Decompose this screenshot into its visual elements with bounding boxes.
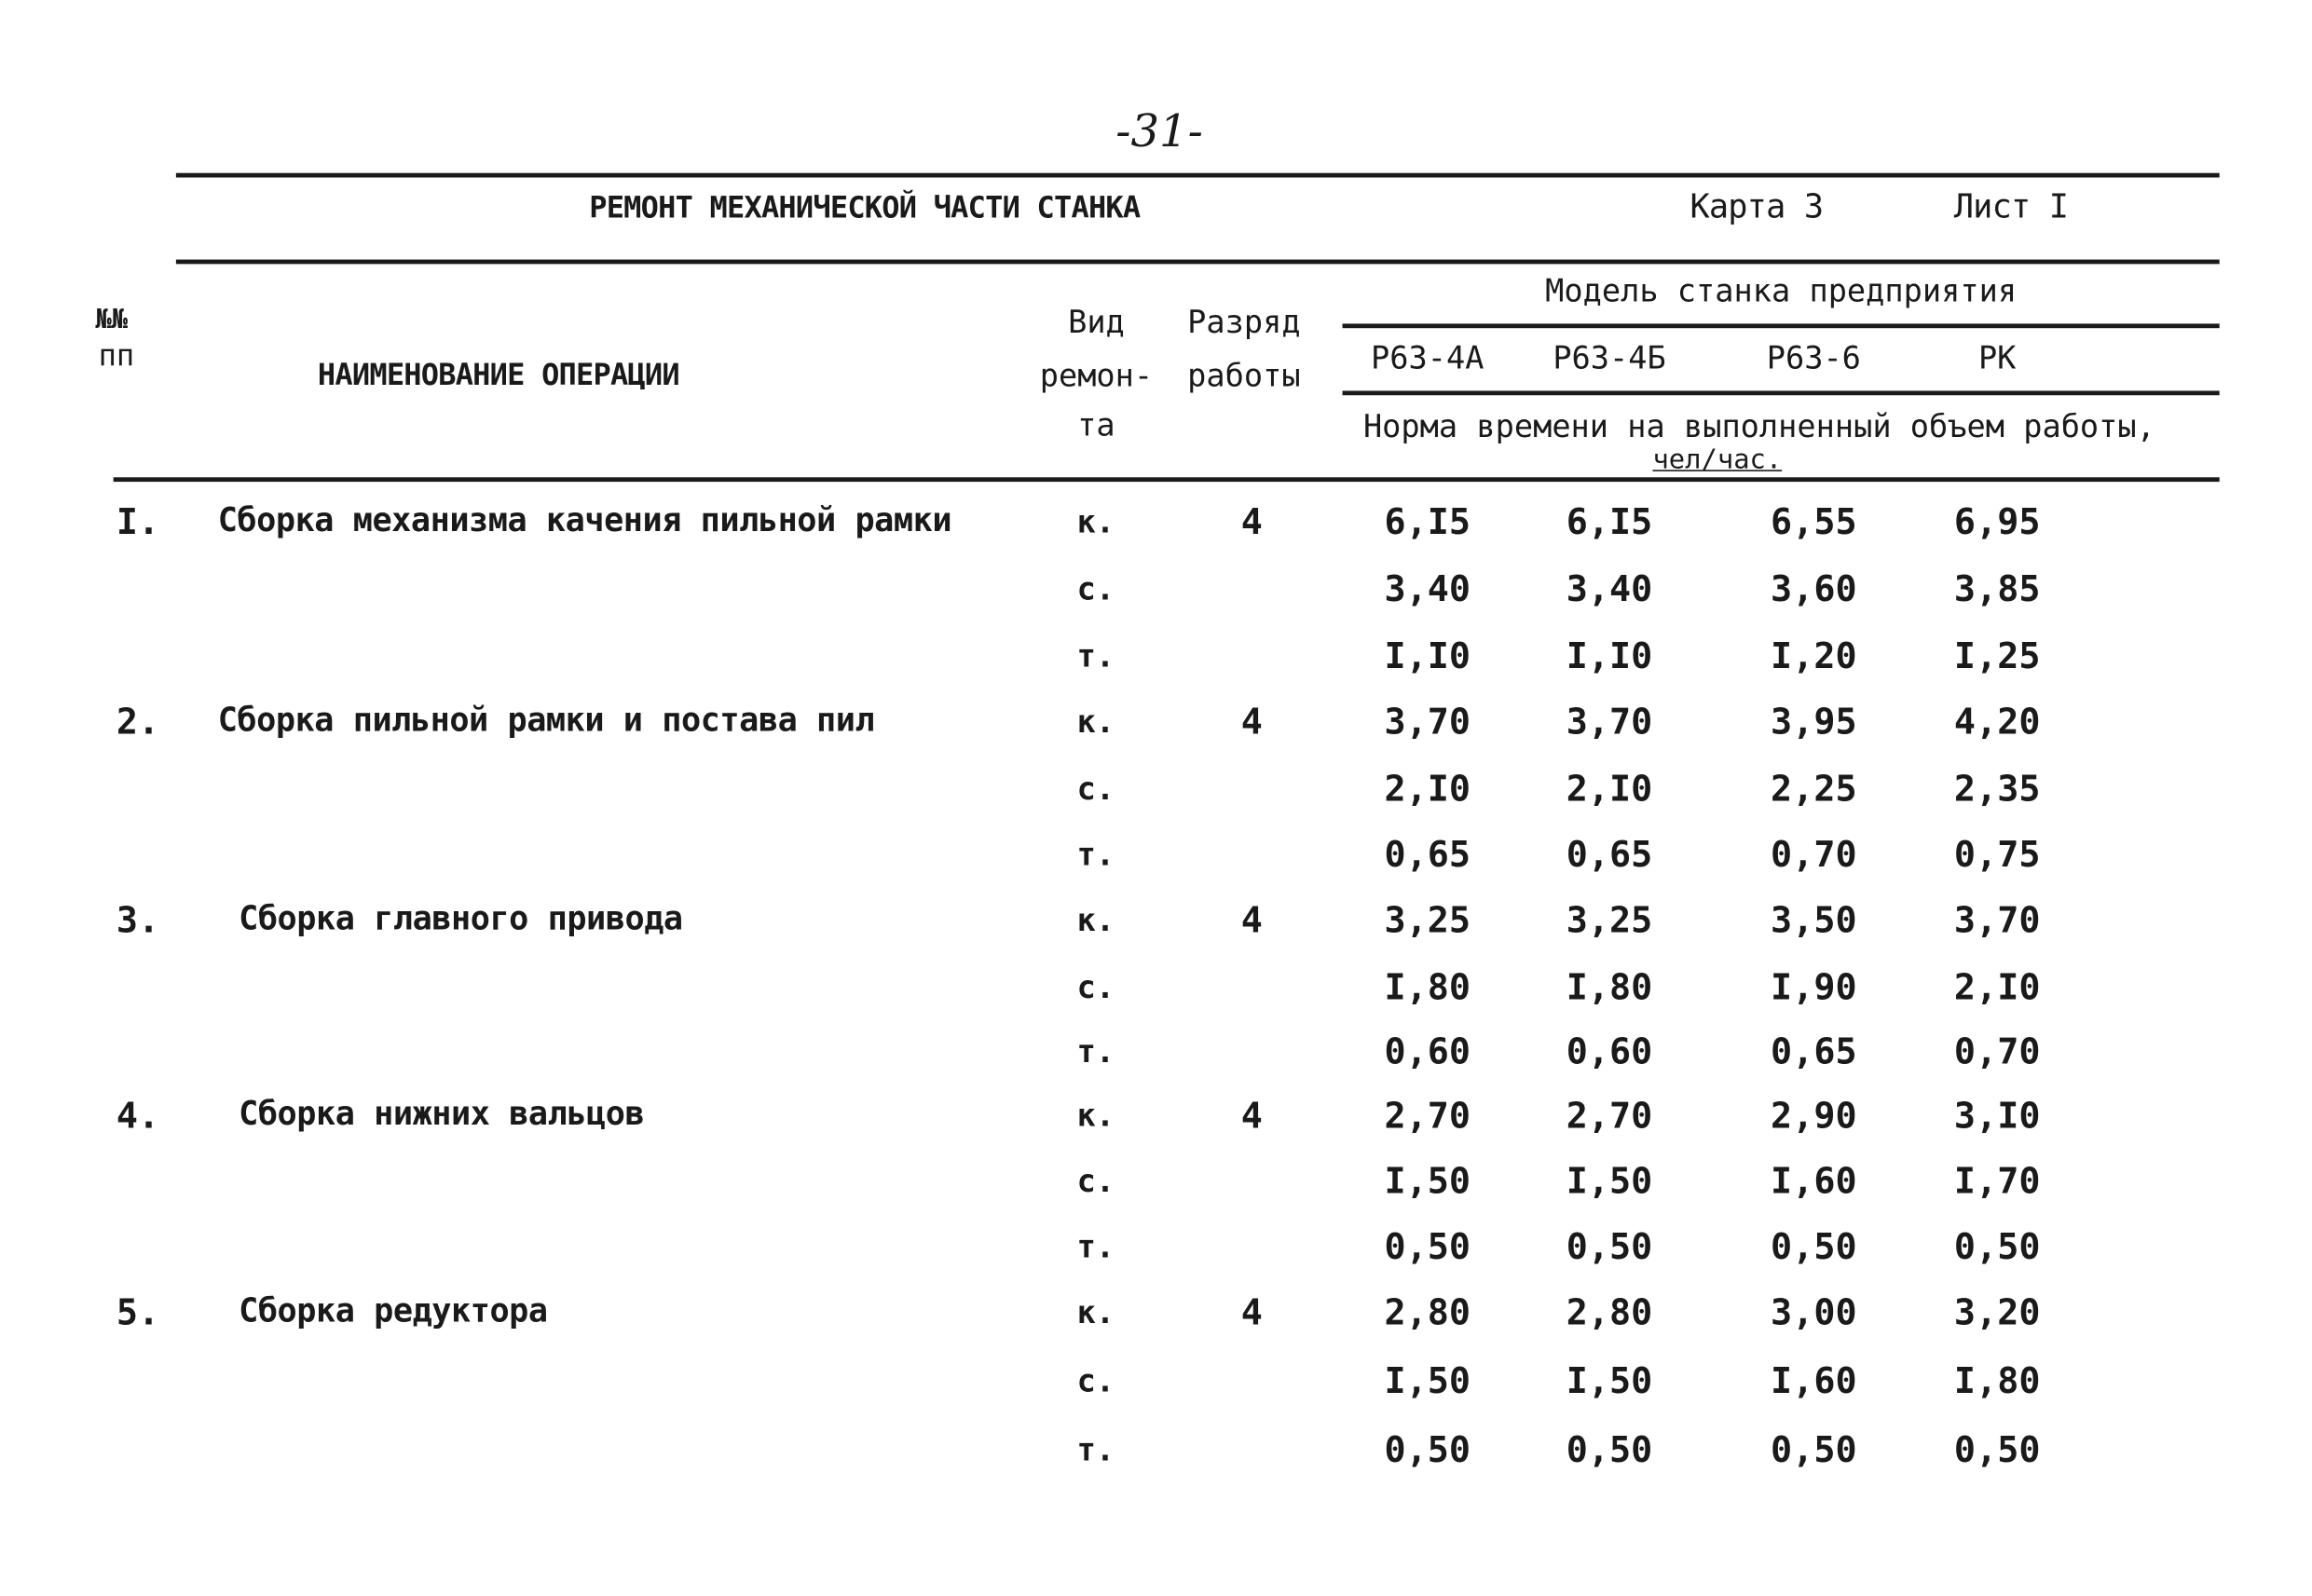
norm-value: 0,50 <box>1953 1428 2041 1471</box>
repair-type: к. <box>1076 504 1115 540</box>
norm-value: 2,I0 <box>1384 768 1471 811</box>
norm-value: 0,60 <box>1384 1030 1471 1073</box>
col-grade-line1: Разряд <box>1187 304 1301 341</box>
norm-value: 3,70 <box>1384 701 1471 743</box>
norm-value: 2,80 <box>1566 1291 1653 1334</box>
norm-value: I,80 <box>1953 1360 2041 1402</box>
repair-type: т. <box>1076 1431 1115 1468</box>
operation-grade: 4 <box>1240 899 1263 942</box>
operation-grade: 4 <box>1240 701 1263 743</box>
col-repair-line2: ремон- <box>1039 358 1154 394</box>
norm-value: I,50 <box>1384 1160 1471 1203</box>
norm-value: 2,70 <box>1384 1095 1471 1137</box>
operation-name: Сборка редуктора <box>239 1292 548 1331</box>
models-rule <box>1343 390 2220 395</box>
norm-value: 0,50 <box>1566 1428 1653 1471</box>
operation-name: Сборка механизма качения пильной рамки <box>217 502 952 540</box>
norm-value: I,25 <box>1953 634 2041 677</box>
model-r63-6: Р63-6 <box>1766 340 1861 376</box>
repair-type: т. <box>1076 1033 1115 1070</box>
norm-value: 0,70 <box>1771 833 1857 876</box>
col-repair-line3: та <box>1077 407 1115 443</box>
body-rule <box>114 477 2220 482</box>
col-num-line2: пп <box>98 336 135 374</box>
norm-value: 3,25 <box>1384 899 1471 942</box>
repair-type: с. <box>1076 771 1115 808</box>
norm-value: 4,20 <box>1953 701 2041 743</box>
norm-value: 3,I0 <box>1953 1095 2041 1137</box>
norm-value: I,70 <box>1953 1160 2041 1203</box>
norm-value: I,60 <box>1771 1160 1857 1203</box>
norm-value: 0,65 <box>1566 833 1653 876</box>
repair-type: с. <box>1076 571 1115 607</box>
norm-value: 6,55 <box>1771 500 1857 543</box>
norm-value: 6,I5 <box>1384 500 1471 543</box>
col-norm-line2: чел/час. <box>1652 444 1783 476</box>
repair-type: к. <box>1076 1098 1115 1134</box>
norm-value: I,20 <box>1771 634 1857 677</box>
norm-value: I,50 <box>1566 1160 1653 1203</box>
norm-value: 3,85 <box>1953 567 2041 610</box>
norm-value: I,50 <box>1384 1360 1471 1402</box>
operation-number: 4. <box>116 1095 160 1137</box>
repair-type: т. <box>1076 837 1115 873</box>
norm-value: 2,90 <box>1771 1095 1857 1137</box>
norm-value: 0,50 <box>1384 1225 1471 1268</box>
repair-type: с. <box>1076 969 1115 1006</box>
repair-type: т. <box>1076 638 1115 675</box>
document-title: РЕМОНТ МЕХАНИЧЕСКОЙ ЧАСТИ СТАНКА <box>589 189 1141 225</box>
norm-value: I,80 <box>1384 966 1471 1009</box>
norm-value: I,I0 <box>1384 634 1471 677</box>
norm-value: 2,I0 <box>1953 966 2041 1009</box>
norm-value: 3,00 <box>1771 1291 1857 1334</box>
norm-value: 0,60 <box>1566 1030 1653 1073</box>
operation-name: Сборка пильной рамки и постава пил <box>217 703 875 741</box>
col-norm-line1: Норма времени на выполненный объем работы, <box>1362 408 2155 445</box>
norm-value: 0,50 <box>1771 1225 1857 1268</box>
operation-number: I. <box>116 500 160 543</box>
col-model-header: Модель станка предприятия <box>1545 272 2018 309</box>
norm-value: I,I0 <box>1566 634 1653 677</box>
operation-name: Сборка главного привода <box>239 900 683 938</box>
card-number: Карта 3 <box>1690 189 1824 227</box>
norm-value: 2,I0 <box>1566 768 1653 811</box>
repair-type: с. <box>1076 1163 1115 1200</box>
norm-value: I,50 <box>1566 1360 1653 1402</box>
col-repair-line1: Вид <box>1068 304 1125 341</box>
model-rk: РК <box>1977 340 2017 376</box>
model-r63-4b: Р63-4Б <box>1553 340 1666 376</box>
operation-name: Сборка нижних вальцов <box>239 1096 645 1134</box>
repair-type: к. <box>1076 703 1115 741</box>
col-operation: НАИМЕНОВАНИЕ ОПЕРАЦИИ <box>317 356 679 393</box>
norm-value: 0,70 <box>1953 1030 2041 1073</box>
norm-value: 3,95 <box>1771 701 1857 743</box>
operation-number: 3. <box>116 899 160 942</box>
col-num-line1: №№ <box>95 304 129 336</box>
norm-value: 3,70 <box>1953 899 2041 942</box>
norm-value: 2,70 <box>1566 1095 1653 1137</box>
page-number: -31- <box>1115 105 1203 158</box>
norm-value: 0,50 <box>1953 1225 2041 1268</box>
operation-number: 2. <box>116 701 160 743</box>
col-grade-line2: работы <box>1187 358 1301 394</box>
norm-value: I,90 <box>1771 966 1857 1009</box>
norm-value: 3,50 <box>1771 899 1857 942</box>
norm-value: 3,70 <box>1566 701 1653 743</box>
norm-value: 3,20 <box>1953 1291 2041 1334</box>
norm-value: 3,25 <box>1566 899 1653 942</box>
repair-type: к. <box>1076 1294 1115 1331</box>
operation-grade: 4 <box>1240 1291 1263 1334</box>
operation-grade: 4 <box>1240 500 1263 543</box>
norm-value: 6,I5 <box>1566 500 1653 543</box>
norm-value: 2,80 <box>1384 1291 1471 1334</box>
repair-type: т. <box>1076 1229 1115 1265</box>
norm-value: I,60 <box>1771 1360 1857 1402</box>
norm-value: 0,75 <box>1953 833 2041 876</box>
norm-value: I,80 <box>1566 966 1653 1009</box>
repair-type: с. <box>1076 1363 1115 1399</box>
norm-value: 0,50 <box>1384 1428 1471 1471</box>
operation-grade: 4 <box>1240 1095 1263 1137</box>
norm-value: 2,35 <box>1953 768 2041 811</box>
model-r63-4a: Р63-4А <box>1371 340 1484 376</box>
header-rule <box>176 260 2220 265</box>
norm-value: 0,50 <box>1566 1225 1653 1268</box>
repair-type: к. <box>1076 902 1115 938</box>
norm-value: 0,65 <box>1384 833 1471 876</box>
norm-value: 0,65 <box>1771 1030 1857 1073</box>
norm-value: 3,40 <box>1566 567 1653 610</box>
norm-value: 6,95 <box>1953 500 2041 543</box>
model-rule <box>1343 323 2220 328</box>
norm-value: 3,40 <box>1384 567 1471 610</box>
sheet-number: Лист I <box>1953 189 2069 227</box>
norm-value: 3,60 <box>1771 567 1857 610</box>
norm-value: 2,25 <box>1771 768 1857 811</box>
operation-number: 5. <box>116 1291 160 1334</box>
top-rule <box>176 173 2220 178</box>
norm-value: 0,50 <box>1771 1428 1857 1471</box>
